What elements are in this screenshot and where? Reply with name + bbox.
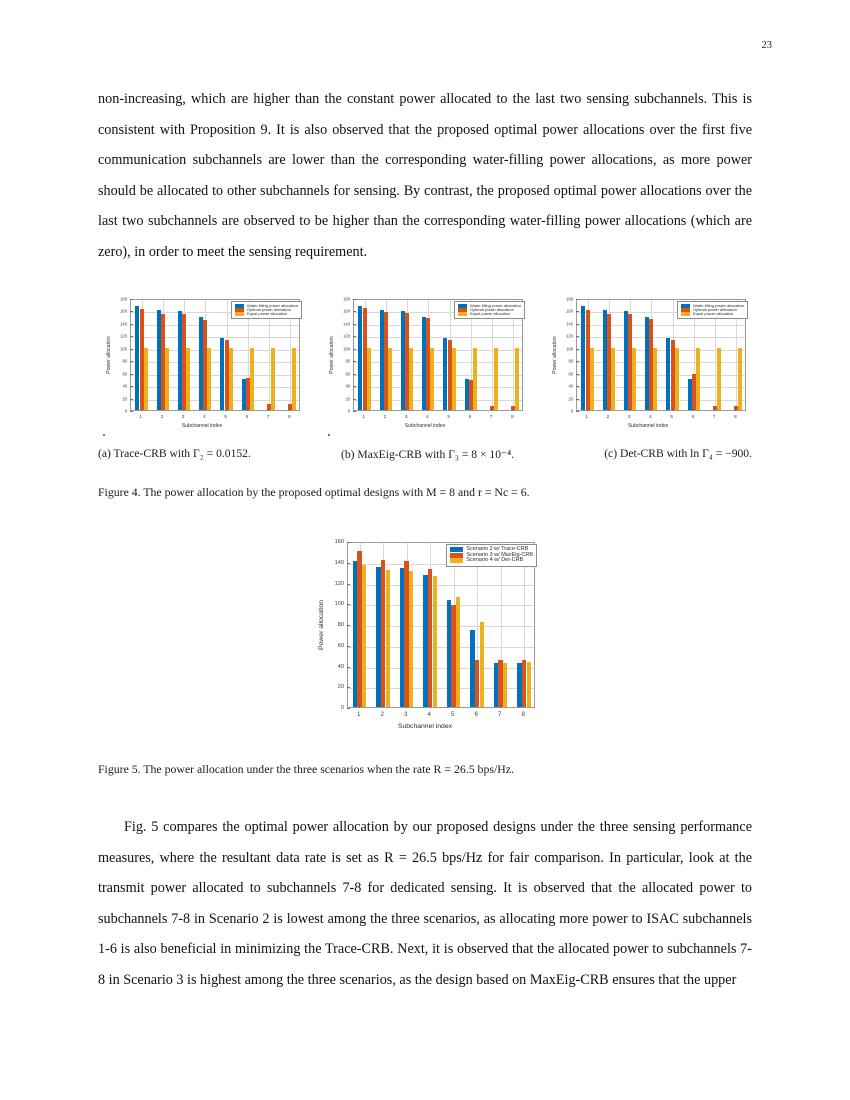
x-tick-label: 3 bbox=[404, 711, 408, 718]
y-tick-label: 120 bbox=[120, 333, 127, 339]
y-tick-mark bbox=[576, 324, 579, 325]
y-tick-mark bbox=[576, 399, 579, 400]
legend-swatch bbox=[450, 547, 463, 552]
y-tick-label: 120 bbox=[566, 333, 573, 339]
y-tick-label: 60 bbox=[122, 371, 127, 377]
bar bbox=[409, 348, 413, 410]
bar bbox=[738, 348, 742, 410]
y-tick-mark bbox=[347, 687, 350, 688]
figure-4-subcaption-c: (c) Det-CRB with ln Γ₄ = −900. bbox=[604, 447, 752, 460]
legend-swatch bbox=[235, 312, 244, 315]
figure-4-charts bbox=[98, 290, 752, 435]
y-tick-label: 60 bbox=[568, 371, 573, 377]
y-tick-mark bbox=[353, 349, 356, 350]
bar bbox=[229, 348, 233, 410]
y-tick-label: 40 bbox=[568, 383, 573, 389]
legend-item bbox=[450, 558, 533, 564]
y-tick-mark bbox=[576, 336, 579, 337]
y-tick-label: 0 bbox=[124, 408, 127, 414]
y-tick-label: 160 bbox=[334, 539, 344, 545]
y-tick-mark bbox=[576, 411, 579, 412]
y-tick-mark bbox=[576, 386, 579, 387]
y-tick-label: 20 bbox=[345, 396, 350, 402]
y-tick-label: 100 bbox=[566, 346, 573, 352]
y-tick-mark bbox=[353, 311, 356, 312]
y-tick-label: 20 bbox=[122, 396, 127, 402]
bar bbox=[527, 662, 531, 707]
page-number: 23 bbox=[761, 40, 772, 51]
x-tick-label: 2 bbox=[380, 711, 384, 718]
x-tick-mark bbox=[672, 408, 673, 411]
bar bbox=[480, 622, 484, 707]
bar bbox=[430, 348, 434, 410]
y-tick-mark bbox=[130, 311, 133, 312]
y-tick-label: 0 bbox=[340, 705, 344, 711]
chart-legend bbox=[231, 301, 302, 319]
y-tick-label: 0 bbox=[347, 408, 350, 414]
figure-4-caption: Figure 4. The power allocation by the proposed optimal designs with M = 8 and r = Nc = 6. bbox=[98, 485, 530, 499]
x-tick-label: 5 bbox=[224, 414, 227, 419]
bar bbox=[207, 348, 211, 410]
y-tick-mark bbox=[347, 604, 350, 605]
y-tick-mark bbox=[576, 361, 579, 362]
y-tick-label: 80 bbox=[345, 358, 350, 364]
chart-legend bbox=[677, 301, 748, 319]
bar bbox=[144, 348, 148, 410]
bar bbox=[433, 576, 437, 707]
y-tick-mark bbox=[347, 542, 350, 543]
paragraph-bottom: Fig. 5 compares the optimal power allocation by our proposed designs under the three sensing performance measures, where the resultant data rate is set as R = 26.5 bps/Hz for fair comparison. In particular, look at the transmit power allocated to subchannels 7-8 for dedicated sensing. It is observed that the allocated power to subchannels 7-8 in Scenario 2 is lowest among the three scenarios, as allocating more power to ISAC subchannels 1-6 is also beneficial in minimizing the Trace-CRB. Next, it is observed that the allocated power to subchannels 7-8 in Scenario 3 is highest among the three scenarios, as the design based on MaxEig-CRB ensures that the upper bbox=[98, 819, 752, 988]
y-tick-label: 80 bbox=[122, 358, 127, 364]
legend-label: Optimal power allocation bbox=[693, 307, 737, 312]
y-tick-label: 160 bbox=[566, 308, 573, 314]
x-tick-mark bbox=[470, 408, 471, 411]
y-tick-mark bbox=[353, 361, 356, 362]
x-tick-mark bbox=[385, 408, 386, 411]
chart-legend bbox=[446, 544, 537, 567]
bar bbox=[675, 348, 679, 410]
y-tick-label: 40 bbox=[345, 383, 350, 389]
chart-fig4b bbox=[321, 290, 529, 435]
legend-item bbox=[235, 312, 298, 316]
y-tick-label: 140 bbox=[343, 321, 350, 327]
x-tick-mark bbox=[714, 408, 715, 411]
bar bbox=[362, 565, 366, 707]
y-tick-label: 100 bbox=[334, 601, 344, 608]
y-tick-label: 160 bbox=[120, 308, 127, 314]
legend-swatch bbox=[450, 553, 463, 558]
x-tick-mark bbox=[406, 408, 407, 411]
y-axis-title: Power allocation bbox=[329, 336, 335, 374]
bar bbox=[515, 348, 519, 410]
x-axis-title: Subchannel index bbox=[181, 423, 223, 429]
x-tick-mark bbox=[162, 408, 163, 411]
legend-label: Water-filling power allocation bbox=[693, 303, 744, 308]
y-tick-label: 160 bbox=[343, 308, 350, 314]
y-tick-mark bbox=[130, 399, 133, 400]
x-tick-mark bbox=[735, 408, 736, 411]
bar bbox=[494, 348, 498, 410]
y-axis-title: Power allocation bbox=[552, 336, 558, 374]
y-tick-mark bbox=[353, 299, 356, 300]
legend-label: Water-filling power allocation bbox=[470, 303, 521, 308]
y-tick-label: 0 bbox=[570, 408, 573, 414]
x-tick-label: 6 bbox=[691, 414, 695, 419]
y-tick-mark bbox=[347, 646, 350, 647]
legend-label: Scenario 4 w/ Det-CRB bbox=[466, 557, 524, 563]
x-tick-mark bbox=[183, 408, 184, 411]
x-tick-label: 1 bbox=[362, 414, 365, 419]
x-tick-label: 4 bbox=[426, 414, 429, 419]
x-tick-mark bbox=[226, 408, 227, 411]
y-tick-label: 80 bbox=[568, 358, 573, 364]
figure-4-subcaptions bbox=[98, 447, 752, 461]
legend-label: Equal power allocation bbox=[470, 311, 511, 316]
y-tick-mark bbox=[347, 563, 350, 564]
y-tick-mark bbox=[576, 299, 579, 300]
bar bbox=[696, 348, 700, 410]
y-tick-label: 40 bbox=[337, 663, 344, 670]
x-tick-mark bbox=[587, 408, 588, 411]
x-tick-label: 8 bbox=[288, 414, 291, 419]
y-tick-mark bbox=[353, 324, 356, 325]
legend-swatch bbox=[458, 312, 467, 315]
y-tick-label: 140 bbox=[120, 321, 127, 327]
x-tick-mark bbox=[289, 408, 290, 411]
y-tick-mark bbox=[347, 708, 350, 709]
x-tick-label: 6 bbox=[245, 414, 249, 419]
x-axis-title: Subchannel index bbox=[627, 423, 669, 429]
legend-swatch bbox=[681, 312, 690, 315]
legend-label: Scenario 3 w/ MaxEig-CRB bbox=[466, 551, 533, 558]
x-tick-label: 1 bbox=[357, 711, 361, 718]
x-tick-label: 2 bbox=[160, 414, 164, 419]
x-tick-label: 7 bbox=[266, 414, 270, 419]
bar bbox=[388, 348, 392, 410]
x-tick-mark bbox=[523, 705, 524, 708]
bar bbox=[386, 570, 390, 707]
artifact-dot bbox=[103, 434, 105, 436]
x-tick-mark bbox=[650, 408, 651, 411]
y-tick-mark bbox=[130, 336, 133, 337]
y-tick-mark bbox=[130, 411, 133, 412]
y-tick-mark bbox=[130, 386, 133, 387]
x-tick-mark bbox=[359, 705, 360, 708]
y-tick-label: 80 bbox=[337, 622, 344, 628]
y-tick-label: 100 bbox=[120, 346, 127, 352]
y-tick-label: 180 bbox=[120, 296, 127, 302]
x-tick-label: 6 bbox=[474, 711, 478, 718]
bar bbox=[456, 597, 460, 707]
y-tick-mark bbox=[353, 399, 356, 400]
x-tick-label: 3 bbox=[627, 414, 631, 419]
x-tick-mark bbox=[141, 408, 142, 411]
artifact-dot bbox=[328, 434, 330, 436]
bar bbox=[653, 348, 657, 410]
x-tick-label: 7 bbox=[498, 711, 502, 718]
legend-item bbox=[458, 312, 521, 316]
y-tick-mark bbox=[576, 374, 579, 375]
plot-area bbox=[347, 542, 535, 708]
y-tick-label: 60 bbox=[345, 371, 350, 377]
x-tick-label: 1 bbox=[139, 414, 142, 419]
y-axis-title: Power allocation bbox=[318, 600, 325, 650]
y-axis-title: Power allocation bbox=[106, 336, 112, 374]
x-tick-mark bbox=[476, 705, 477, 708]
legend-label: Equal power allocation bbox=[247, 311, 288, 316]
x-tick-label: 7 bbox=[712, 414, 716, 419]
bar bbox=[717, 348, 721, 410]
legend-label: Optimal power allocation bbox=[247, 307, 291, 312]
bar bbox=[590, 348, 594, 410]
chart-legend bbox=[454, 301, 525, 319]
x-tick-label: 5 bbox=[451, 711, 455, 718]
paragraph-top: non-increasing, which are higher than the constant power allocated to the last two sensing subchannels. This is consistent with Proposition 9. It is also observed that the proposed optimal power allocations over the first five communication subchannels are lower than the corresponding water-filling power allocations, as more power should be allocated to other subchannels for sensing. By contrast, the proposed optimal power allocations over the last two subchannels are observed to be higher than the corresponding water-filling power allocations (which are zero), in order to meet the sensing requirement. bbox=[98, 91, 752, 260]
y-tick-label: 180 bbox=[343, 296, 350, 302]
x-tick-mark bbox=[268, 408, 269, 411]
x-axis-title: Subchannel index bbox=[404, 423, 446, 429]
y-tick-label: 40 bbox=[122, 383, 127, 389]
x-tick-label: 3 bbox=[181, 414, 185, 419]
x-tick-mark bbox=[382, 705, 383, 708]
x-tick-label: 2 bbox=[606, 414, 610, 419]
y-tick-label: 140 bbox=[334, 559, 344, 566]
legend-label: Optimal power allocation bbox=[470, 307, 514, 312]
x-tick-label: 5 bbox=[447, 414, 450, 419]
y-tick-mark bbox=[347, 625, 350, 626]
y-tick-label: 120 bbox=[343, 333, 350, 339]
bar bbox=[473, 348, 477, 410]
x-tick-label: 7 bbox=[489, 414, 493, 419]
y-tick-mark bbox=[130, 361, 133, 362]
y-tick-mark bbox=[130, 349, 133, 350]
x-tick-label: 3 bbox=[404, 414, 408, 419]
x-tick-mark bbox=[364, 408, 365, 411]
bar bbox=[271, 348, 275, 410]
x-tick-label: 6 bbox=[468, 414, 472, 419]
x-tick-mark bbox=[406, 705, 407, 708]
x-tick-mark bbox=[512, 408, 513, 411]
x-axis-title: Subchannel index bbox=[397, 723, 453, 730]
x-tick-mark bbox=[247, 408, 248, 411]
figure-4-subcaption-b: (b) MaxEig-CRB with Γ₃ = 8 × 10⁻⁴. bbox=[340, 448, 515, 461]
y-tick-mark bbox=[353, 336, 356, 337]
x-tick-mark bbox=[453, 705, 454, 708]
x-tick-mark bbox=[429, 705, 430, 708]
bar bbox=[409, 571, 413, 707]
y-tick-mark bbox=[347, 667, 350, 668]
legend-swatch bbox=[450, 558, 463, 563]
legend-label: Equal power allocation bbox=[693, 311, 734, 316]
legend-label: Water-filling power allocation bbox=[247, 303, 298, 308]
y-tick-mark bbox=[130, 299, 133, 300]
x-tick-label: 8 bbox=[734, 414, 737, 419]
y-tick-mark bbox=[576, 311, 579, 312]
x-tick-mark bbox=[427, 408, 428, 411]
x-tick-mark bbox=[629, 408, 630, 411]
x-tick-mark bbox=[204, 408, 205, 411]
chart-fig4a bbox=[98, 290, 306, 435]
legend-label: Scenario 2 w/ Trace-CRB bbox=[466, 546, 529, 552]
x-tick-mark bbox=[500, 705, 501, 708]
x-tick-mark bbox=[449, 408, 450, 411]
x-tick-label: 1 bbox=[585, 414, 588, 419]
x-tick-mark bbox=[608, 408, 609, 411]
y-tick-mark bbox=[130, 374, 133, 375]
x-tick-label: 8 bbox=[521, 711, 525, 718]
bar bbox=[503, 663, 507, 707]
x-tick-label: 4 bbox=[649, 414, 652, 419]
chart-fig5 bbox=[307, 532, 543, 740]
figure-5-chart-wrap bbox=[0, 532, 850, 740]
y-tick-mark bbox=[353, 374, 356, 375]
x-tick-label: 8 bbox=[511, 414, 514, 419]
legend-item bbox=[681, 312, 744, 316]
y-tick-label: 120 bbox=[334, 580, 344, 587]
bar bbox=[452, 348, 456, 410]
y-tick-mark bbox=[353, 411, 356, 412]
figure-4-subcaption-a: (a) Trace-CRB with Γ₂ = 0.0152. bbox=[98, 447, 251, 460]
figure-5-caption: Figure 5. The power allocation under the three scenarios when the rate R = 26.5 bps/Hz. bbox=[98, 762, 514, 776]
x-tick-mark bbox=[693, 408, 694, 411]
x-tick-label: 2 bbox=[383, 414, 387, 419]
x-tick-label: 5 bbox=[670, 414, 673, 419]
y-tick-label: 100 bbox=[343, 346, 350, 352]
bar bbox=[611, 348, 615, 410]
x-tick-mark bbox=[491, 408, 492, 411]
bar bbox=[367, 348, 371, 410]
y-tick-mark bbox=[347, 584, 350, 585]
bar bbox=[186, 348, 190, 410]
y-tick-mark bbox=[130, 324, 133, 325]
y-tick-label: 180 bbox=[566, 296, 573, 302]
y-tick-label: 20 bbox=[568, 396, 573, 402]
bar bbox=[632, 348, 636, 410]
y-tick-label: 60 bbox=[337, 642, 344, 649]
x-tick-label: 4 bbox=[203, 414, 206, 419]
y-tick-label: 20 bbox=[337, 684, 344, 691]
y-tick-mark bbox=[576, 349, 579, 350]
y-tick-mark bbox=[353, 386, 356, 387]
x-tick-label: 4 bbox=[427, 711, 431, 718]
y-tick-label: 140 bbox=[566, 321, 573, 327]
chart-fig4c bbox=[544, 290, 752, 435]
bar bbox=[292, 348, 296, 410]
bar bbox=[165, 348, 169, 410]
bar bbox=[250, 348, 254, 410]
